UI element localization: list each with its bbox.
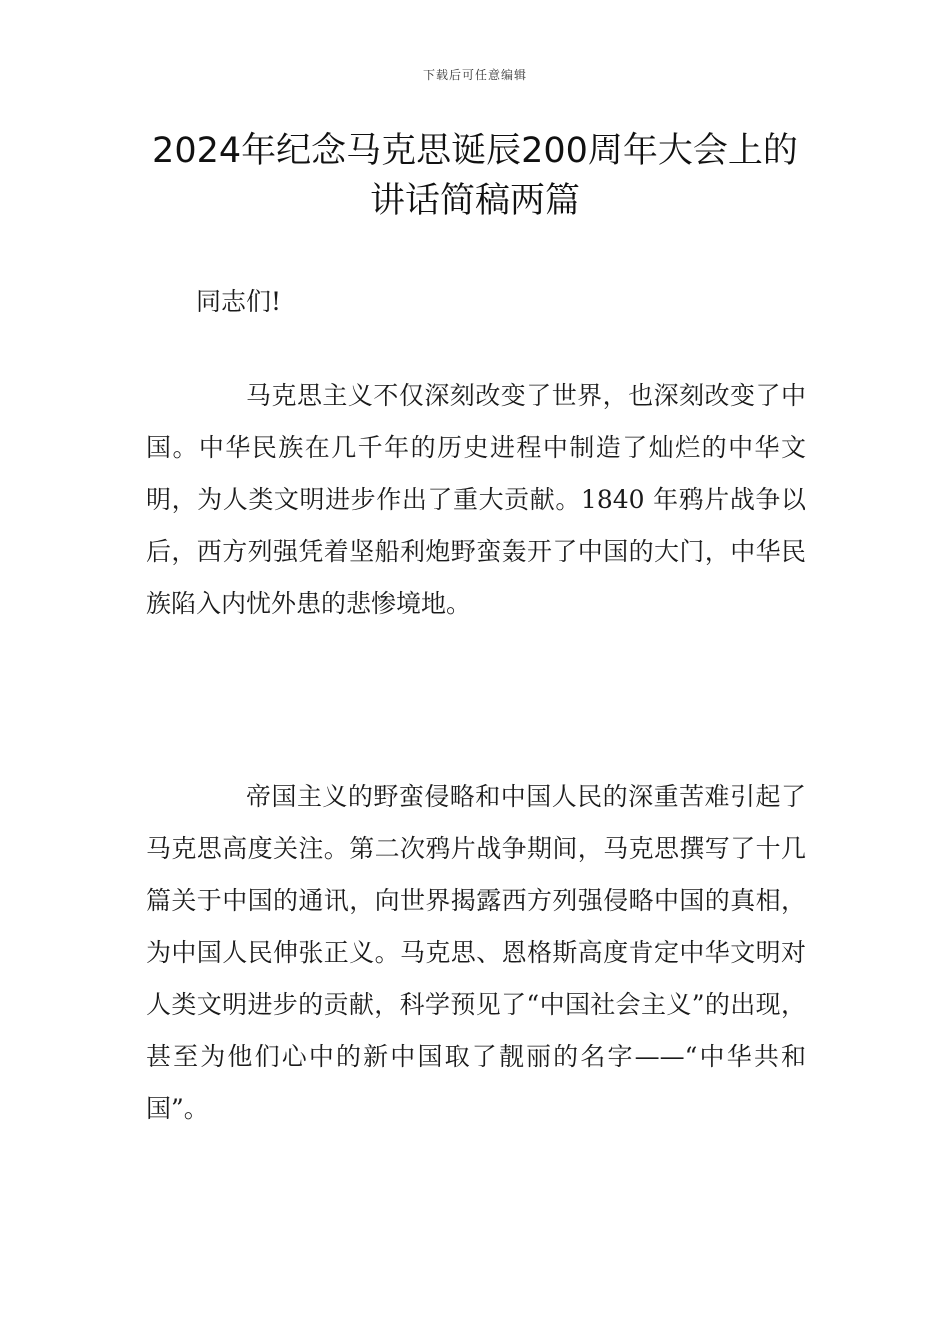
greeting: 同志们! <box>196 287 282 316</box>
title-line-1: 2024年纪念马克思诞辰200周年大会上的 <box>152 131 798 171</box>
header-note: 下载后可任意编辑 <box>422 68 527 82</box>
paragraph-2: 帝国主义的野蛮侵略和中国人民的深重苦难引起了马克思高度关注。第二次鸦片战争期间，马克思撰写了十几篇关于中国的通讯，向世界揭露西方列强侵略中国的真相，为中国人民伸张正义。马克思、恩格斯高度肯定中华文明对人类文明进步的贡献，科学预见了“中国社会主义”的出现，甚至为他们心中的新中国取了靓丽的名字——“中华共和国”。 <box>146 782 806 1123</box>
document-title <box>140 126 810 226</box>
title-line-2: 讲话简稿两篇 <box>369 181 580 221</box>
paragraph-1: 马克思主义不仅深刻改变了世界，也深刻改变了中国。中华民族在几千年的历史进程中制造了灿烂的中华文明，为人类文明进步作出了重大贡献。1840 年鸦片战争以后，西方列强凭着坚船利炮野蛮轰开了中国的大门，中华民族陷入内忧外患的悲惨境地。 <box>146 381 806 618</box>
